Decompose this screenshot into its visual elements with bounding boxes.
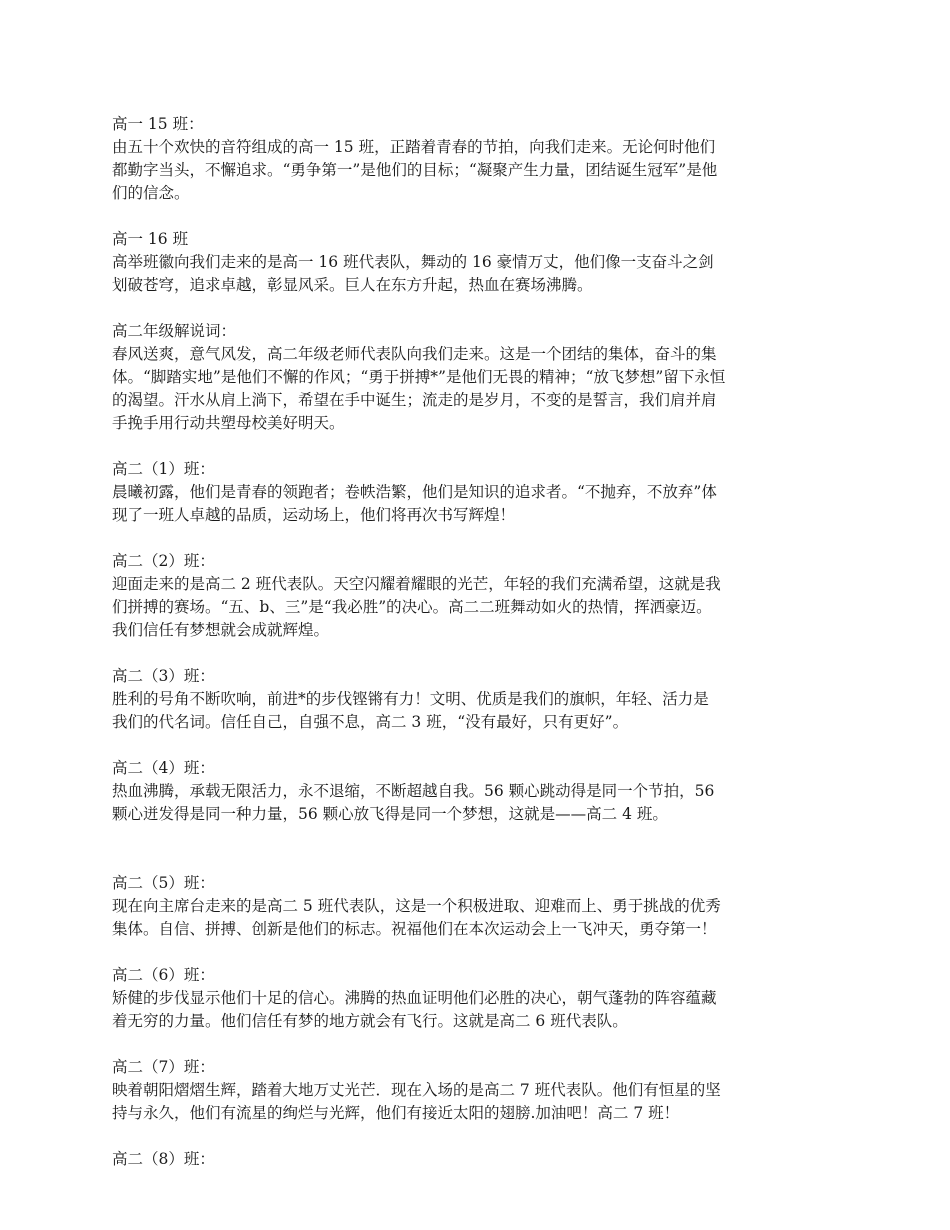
section-heading: 高一 16 班	[112, 230, 189, 248]
section-body: 热血沸腾，承载无限活力，永不退缩，不断超越自我。56 颗心跳动得是同一个节拍，56 颗心迸发得是同一种力量，56 颗心放飞得是同一个梦想，这就是——高二 4 班。	[112, 782, 715, 823]
section-class-2-6	[112, 964, 842, 1033]
section-heading: 高一 15 班：	[112, 115, 204, 133]
section-class-2-4	[112, 757, 842, 826]
section-heading: 高二（8）班：	[112, 1150, 215, 1168]
section-body: 高举班徽向我们走来的是高一 16 班代表队，舞动的 16 豪情万丈，他们像一支奋斗之剑 划破苍穹，追求卓越，彰显风采。巨人在东方升起，热血在赛场沸腾。	[112, 253, 714, 294]
section-heading: 高二（2）班：	[112, 552, 215, 570]
section-heading: 高二年级解说词：	[112, 322, 237, 340]
section-class-2-3	[112, 665, 842, 734]
section-heading: 高二（4）班：	[112, 759, 215, 777]
document-page	[112, 113, 842, 1194]
section-grade-2-commentary	[112, 320, 842, 435]
section-class-1-16	[112, 228, 842, 297]
section-body: 胜利的号角不断吹响，前进*的步伐铿锵有力！文明、优质是我们的旗帜，年轻、活力是 我们的代名词。信任自己，自强不息，高二 3 班，“没有最好，只有更好”。	[112, 690, 709, 731]
section-heading: 高二（3）班：	[112, 667, 215, 685]
section-body: 由五十个欢快的音符组成的高一 15 班，正踏着青春的节拍，向我们走来。无论何时他们 都勤字当头，不懈追求。“勇争第一”是他们的目标；“凝聚产生力量，团结诞生冠军”是他 们的信念。	[112, 138, 718, 202]
section-heading: 高二（5）班：	[112, 874, 215, 892]
section-heading: 高二（7）班：	[112, 1058, 215, 1076]
section-body: 矫健的步伐显示他们十足的信心。沸腾的热血证明他们必胜的决心，朝气蓬勃的阵容蕴藏 着无穷的力量。他们信任有梦的地方就会有飞行。这就是高二 6 班代表队。	[112, 989, 717, 1030]
section-body: 晨曦初露，他们是青春的领跑者；卷帙浩繁，他们是知识的追求者。“不抛弃，不放弃”体 现了一班人卓越的品质，运动场上，他们将再次书写辉煌！	[112, 483, 717, 524]
section-class-2-2	[112, 550, 842, 642]
section-body: 迎面走来的是高二 2 班代表队。天空闪耀着耀眼的光芒，年轻的我们充满希望，这就是我 们拼搏的赛场。“五、b、三”是“我必胜”的决心。高二二班舞动如火的热情，挥洒豪迈。 我们信任有梦想就会成就辉煌。	[112, 575, 721, 639]
section-body: 现在向主席台走来的是高二 5 班代表队，这是一个积极进取、迎难而上、勇于挑战的优秀 集体。自信、拼搏、创新是他们的标志。祝福他们在本次运动会上一飞冲天，勇夺第一！	[112, 897, 721, 938]
section-class-2-5	[112, 872, 842, 941]
section-body: 春风送爽，意气风发，高二年级老师代表队向我们走来。这是一个团结的集体，奋斗的集 体。“脚踏实地”是他们不懈的作风；“勇于拼搏*”是他们无畏的精神；“放飞梦想”留下永恒 的渴望。汗水从肩上淌下，希望在手中诞生；流走的是岁月，不变的是誓言，我们肩并肩 手挽手用行动共塑母校美好明天。	[112, 345, 726, 432]
section-body: 映着朝阳熠熠生辉，踏着大地万丈光芒．现在入场的是高二 7 班代表队。他们有恒星的坚 持与永久，他们有流星的绚烂与光辉，他们有接近太阳的翅膀.加油吧！高二 7 班！	[112, 1081, 721, 1122]
section-class-2-8	[112, 1148, 842, 1171]
section-class-1-15	[112, 113, 842, 205]
section-class-2-1	[112, 458, 842, 527]
section-class-2-7	[112, 1056, 842, 1125]
section-heading: 高二（1）班：	[112, 460, 215, 478]
section-heading: 高二（6）班：	[112, 966, 215, 984]
